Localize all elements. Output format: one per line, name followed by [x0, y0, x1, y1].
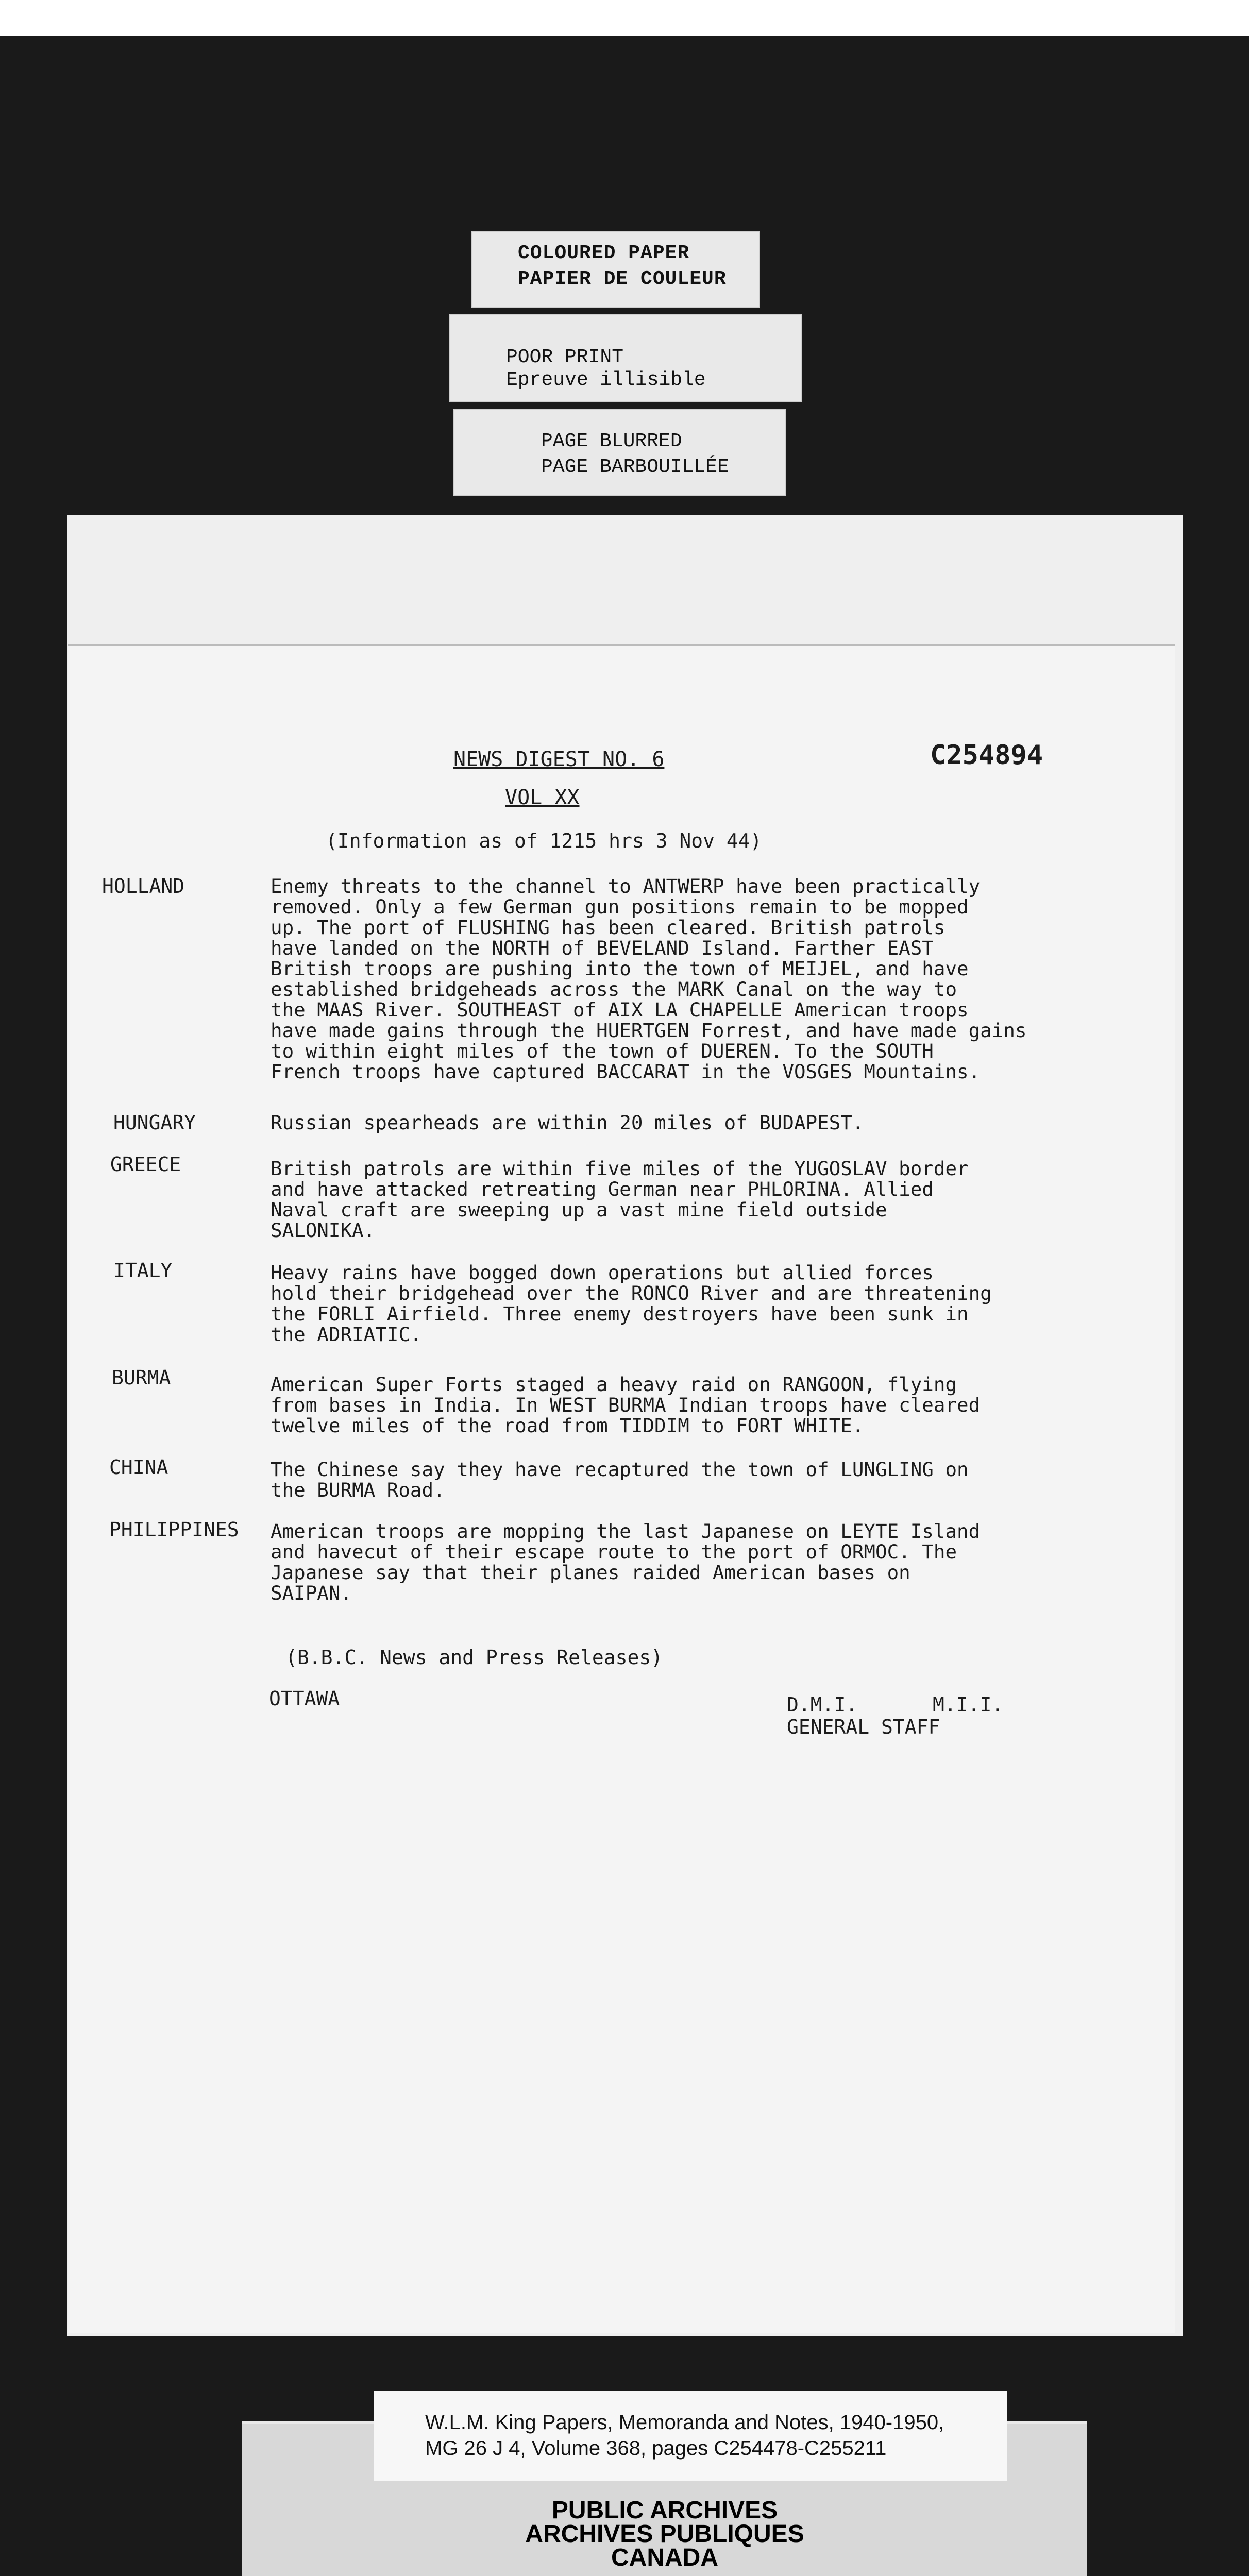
- archives-line: PUBLIC ARCHIVES: [551, 2497, 778, 2524]
- collection-label: [374, 2391, 1007, 2481]
- collection-label-line: W.L.M. King Papers, Memoranda and Notes, 1940-1950,: [425, 2411, 944, 2434]
- slip-line: PAGE BLURRED: [541, 430, 682, 452]
- section-label-burma: BURMA: [112, 1366, 171, 1389]
- poor-print-slip: [449, 314, 802, 402]
- section-line: Naval craft are sweeping up a vast mine field outside: [271, 1198, 887, 1221]
- section-line: Japanese say that their planes raided American bases on: [271, 1561, 910, 1584]
- signature-dmi: D.M.I.: [787, 1693, 858, 1716]
- section-line: The Chinese say they have recaptured the town of LUNGLING on: [271, 1458, 969, 1481]
- page-blurred-slip: [453, 409, 786, 496]
- section-line: up. The port of FLUSHING has been cleared. British patrols: [271, 916, 946, 939]
- section-line: British patrols are within five miles of the YUGOSLAV border: [271, 1157, 969, 1180]
- section-line: hold their bridgehead over the RONCO River and are threatening: [271, 1282, 992, 1304]
- signature-general-staff: GENERAL STAFF: [787, 1716, 940, 1738]
- section-line: Heavy rains have bogged down operations but allied forces: [271, 1261, 934, 1284]
- source-note: (B.B.C. News and Press Releases): [285, 1646, 663, 1669]
- section-label-hungary: HUNGARY: [113, 1111, 196, 1134]
- slip-line: Epreuve illisible: [506, 369, 706, 391]
- section-line: have made gains through the HUERTGEN Forrest, and have made gains: [271, 1019, 1027, 1042]
- volume-heading: VOL XX: [505, 786, 580, 809]
- section-line: from bases in India. In WEST BURMA Indian troops have cleared: [271, 1394, 981, 1416]
- section-line: have landed on the NORTH of BEVELAND Island. Farther EAST: [271, 937, 934, 959]
- section-line: the BURMA Road.: [271, 1479, 445, 1501]
- section-line: SALONIKA.: [271, 1219, 376, 1242]
- section-line: American troops are mopping the last Japanese on LEYTE Island: [271, 1520, 981, 1543]
- document-title: NEWS DIGEST NO. 6: [453, 748, 665, 771]
- signature-mii: M.I.I.: [933, 1693, 1004, 1716]
- place-ottawa: OTTAWA: [269, 1687, 340, 1710]
- section-line: the MAAS River. SOUTHEAST of AIX LA CHAPELLE American troops: [271, 998, 969, 1021]
- section-line: the ADRIATIC.: [271, 1323, 422, 1346]
- section-label-china: CHINA: [109, 1456, 168, 1479]
- public-archives-stamp: [242, 2494, 1087, 2576]
- section-line: Enemy threats to the channel to ANTWERP have been practically: [271, 875, 981, 897]
- section-line: to within eight miles of the town of DUEREN. To the SOUTH: [271, 1040, 934, 1062]
- section-line: twelve miles of the road from TIDDIM to FORT WHITE.: [271, 1414, 864, 1437]
- section-label-italy: ITALY: [113, 1259, 173, 1282]
- section-label-philippines: PHILIPPINES: [109, 1518, 239, 1541]
- collection-label-line: MG 26 J 4, Volume 368, pages C254478-C255211: [425, 2437, 887, 2460]
- information-date: (Information as of 1215 hrs 3 Nov 44): [326, 829, 762, 852]
- slip-line: COLOURED PAPER: [518, 242, 690, 264]
- section-line: removed. Only a few German gun positions remain to be mopped: [271, 895, 969, 918]
- section-line: and have attacked retreating German near PHLORINA. Allied: [271, 1178, 934, 1200]
- section-label-greece: GREECE: [110, 1153, 181, 1176]
- document-number: C254894: [930, 740, 1043, 771]
- section-line: Russian spearheads are within 20 miles of BUDAPEST.: [271, 1111, 864, 1134]
- slip-line: PAGE BARBOUILLÉE: [541, 456, 729, 478]
- section-line: American Super Forts staged a heavy raid on RANGOON, flying: [271, 1373, 957, 1396]
- section-line: British troops are pushing into the town of MEIJEL, and have: [271, 957, 969, 980]
- archives-line: ARCHIVES PUBLIQUES: [525, 2520, 804, 2548]
- coloured-paper-slip: [471, 231, 760, 308]
- section-line: established bridgeheads across the MARK Canal on the way to: [271, 978, 957, 1001]
- section-label-holland: HOLLAND: [102, 875, 185, 897]
- section-line: French troops have captured BACCARAT in the VOSGES Mountains.: [271, 1060, 981, 1083]
- slip-line: PAPIER DE COULEUR: [518, 268, 727, 290]
- news-digest-page: [68, 644, 1175, 2333]
- section-line: the FORLI Airfield. Three enemy destroyers have been sunk in: [271, 1302, 969, 1325]
- slip-line: POOR PRINT: [506, 346, 624, 368]
- archives-line: CANADA: [611, 2544, 718, 2571]
- section-line: SAIPAN.: [271, 1582, 352, 1604]
- section-line: and havecut of their escape route to the port of ORMOC. The: [271, 1540, 957, 1563]
- top-white-band: [0, 0, 1249, 36]
